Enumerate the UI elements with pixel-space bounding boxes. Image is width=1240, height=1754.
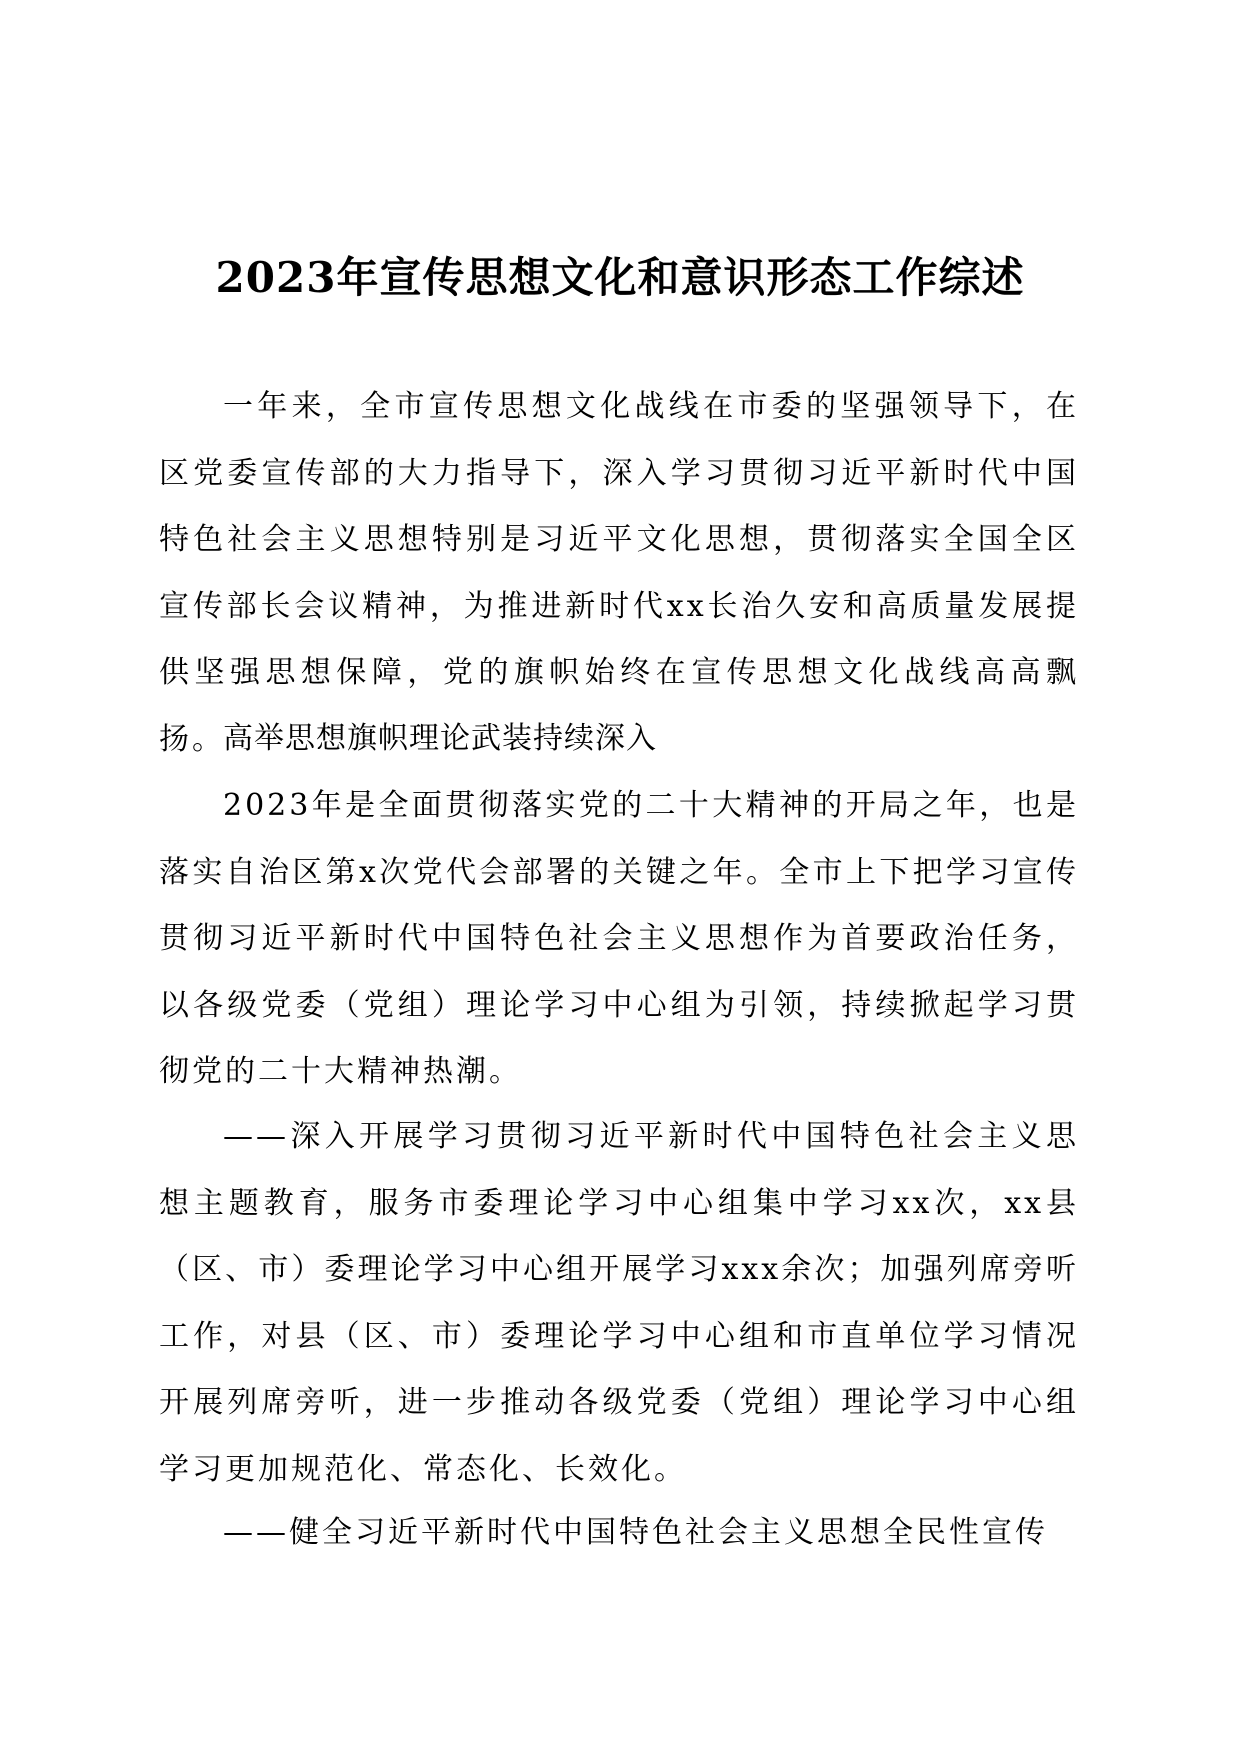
document-title: 2023年宣传思想文化和意识形态工作综述	[215, 253, 1025, 302]
section-paragraph-3: ——健全习近平新时代中国特色社会主义思想全民性宣传	[223, 1515, 1048, 1550]
section-paragraph-2: ——深入开展学习贯彻习近平新时代中国特色社会主义思想主题教育，服务市委理论学习中心组集中学习xx次，xx县（区、市）委理论学习中心组开展学习xxx余次；加强列席旁听工作，对县（区、市）委理论学习中心组和市直单位学习情况开展列席旁听，进一步推动各级党委（党组）理论学习中心组学习更加规范化、常态化、长效化。	[159, 1119, 1079, 1487]
intro-paragraph: 一年来，全市宣传思想文化战线在市委的坚强领导下，在区党委宣传部的大力指导下，深入学习贯彻习近平新时代中国特色社会主义思想特别是习近平文化思想，贯彻落实全国全区宣传部长会议精神，为推进新时代xx长治久安和高质量发展提供坚强思想保障，党的旗帜始终在宣传思想文化战线高高飘扬。	[159, 389, 1079, 757]
section-heading: 高举思想旗帜理论武装持续深入	[223, 721, 657, 756]
section-paragraph-1: 2023年是全面贯彻落实党的二十大精神的开局之年，也是落实自治区第x次党代会部署的关键之年。全市上下把学习宣传贯彻习近平新时代中国特色社会主义思想作为首要政治任务，以各级党委（党组）理论学习中心组为引领，持续掀起学习贯彻党的二十大精神热潮。	[159, 788, 1079, 1089]
